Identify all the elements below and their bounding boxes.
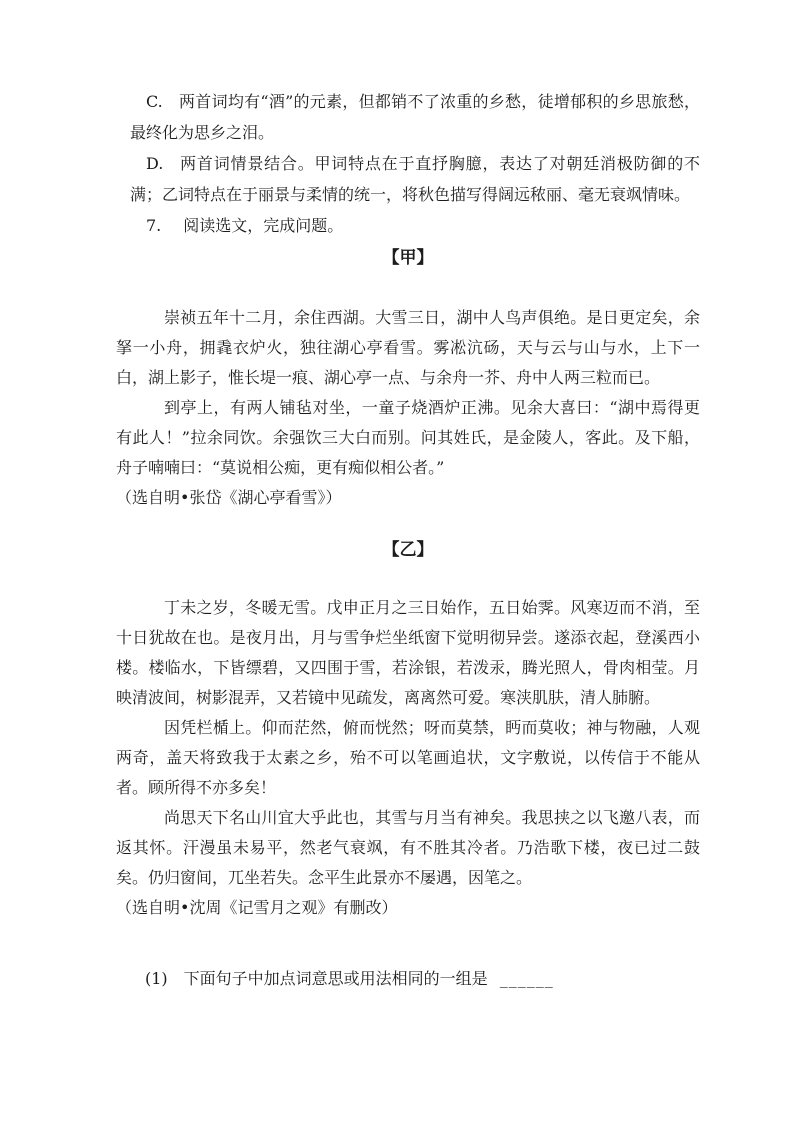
passage-yi-paragraph-3: 尚思天下名山川宜大乎此也，其雪与月当有神矣。我思挟之以飞邀八表，而返其怀。汗漫虽未易平，然老气衰飒，有不胜其冷者。乃浩歌下楼，夜已过二鼓矣。仍归窗间，兀坐若失。念平生此景亦不屡遇，因笔之。 — [116, 808, 700, 887]
option-d-label: D. — [146, 154, 164, 173]
sub-question-1-number: (1) — [145, 969, 168, 988]
question-7-prompt: 阅读选文，完成问题。 — [183, 216, 344, 235]
option-c-text: 两首词均有“酒”的元素，但都销不了浓重的乡愁，徒增郁积的乡思旅愁，最终化为思乡之泪。 — [130, 92, 700, 142]
answer-blank: ______ — [499, 969, 554, 988]
passage-jia-source: （选自明•张岱《湖心亭看雪》） — [116, 488, 342, 507]
passage-heading-jia: 【甲】 — [382, 248, 434, 268]
passage-jia-paragraph-2: 到亭上，有两人铺毡对坐，一童子烧酒炉正沸。见余大喜曰：“湖中焉得更有此人！”拉余同饮。余强饮三大白而别。问其姓氏，是金陵人，客此。及下船，舟子喃喃曰：“莫说相公痴，更有痴似相公者。” — [116, 398, 700, 477]
question-7-number: 7. — [146, 216, 162, 235]
sub-question-1-text: 下面句子中加点词意思或用法相同的一组是 — [183, 969, 488, 988]
passage-jia-paragraph-1: 崇祯五年十二月，余住西湖。大雪三日，湖中人鸟声俱绝。是日更定矣，余拏一小舟，拥毳衣炉火，独往湖心亭看雪。雾凇沆砀，天与云与山与水，上下一白，湖上影子，惟长堤一痕、湖心亭一点、与余舟一芥、舟中人两三粒而已。 — [116, 308, 700, 387]
option-d-text: 两首词情景结合。甲词特点在于直抒胸臆，表达了对朝廷消极防御的不满；乙词特点在于丽景与柔情的统一，将秋色描写得阔远秾丽、毫无衰飒情味。 — [130, 154, 700, 204]
passage-yi-source: （选自明•沈周《记雪月之观》有删改） — [116, 898, 398, 917]
option-c-label: C. — [146, 92, 163, 111]
passage-yi-paragraph-2: 因凭栏楯上。仰而茫然，俯而恍然；呀而莫禁，眄而莫收；神与物融，人观两奇，盖天将致我于太素之乡，殆不可以笔画追状，文字敷说，以传信于不能从者。顾所得不亦多矣！ — [116, 718, 700, 797]
option-c — [130, 86, 700, 148]
passage-heading-yi: 【乙】 — [382, 540, 434, 560]
sub-question-1 — [130, 963, 700, 994]
option-d — [130, 148, 700, 210]
passage-yi-paragraph-1: 丁未之岁，冬暖无雪。戊申正月之三日始作，五日始霁。风寒迈而不消，至十日犹故在也。是夜月出，月与雪争烂坐纸窗下觉明彻异尝。遂添衣起，登溪西小楼。楼临水，下皆缥碧，又四围于雪，若涂银，若泼汞，腾光照人，骨肉相莹。月映清波间，树影混弄，又若镜中见疏发，离离然可爱。寒浃肌肤，清人肺腑。 — [116, 598, 700, 707]
question-7 — [130, 210, 700, 241]
